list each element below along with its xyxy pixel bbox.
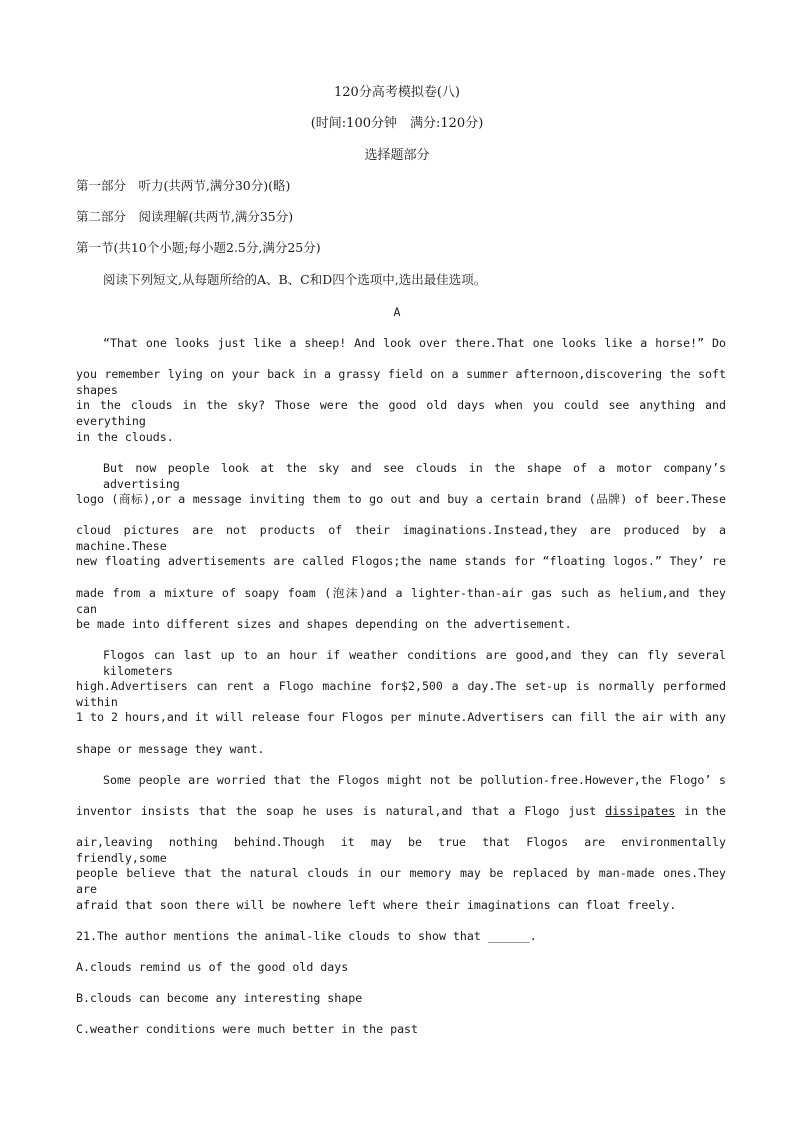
exam-title: 120分高考模拟卷(八): [334, 85, 460, 100]
paragraph-line: afraid that soon there will be nowhere left where their imaginations can float freely.: [76, 898, 677, 912]
paragraph-line: cloud pictures are not products of their imaginations.Instead,they are produced by a machine.These: [76, 523, 726, 553]
section-one-heading: 第一节(共10个小题;每小题2.5分,满分25分): [76, 240, 321, 255]
paragraph-line: in the clouds in the sky? Those were the good old days when you could see anything and everything: [76, 398, 726, 428]
paragraph-line: people believe that the natural clouds in our memory may be replaced by man-made ones.They are: [76, 866, 726, 896]
option-a: A.clouds remind us of the good old days: [76, 960, 349, 974]
paragraph-line: made from a mixture of soapy foam (泡沫)and a lighter-than-air gas such as helium,and they can: [76, 586, 726, 616]
underlined-word: dissipates: [605, 804, 676, 818]
passage-label: A: [393, 305, 401, 319]
paragraph-line: you remember lying on your back in a grassy field on a summer afternoon,discovering the soft shapes: [76, 367, 726, 397]
paragraph-line: Flogos can last up to an hour if weather conditions are good,and they can fly several kilometers: [103, 648, 726, 678]
paragraph-line: 1 to 2 hours,and it will release four Flogos per minute.Advertisers can fill the air with any: [76, 710, 726, 724]
question-stem: 21.The author mentions the animal-like clouds to show that ______.: [76, 929, 537, 943]
section-heading: 选择题部分: [364, 148, 430, 163]
paragraph-line: shape or message they want.: [76, 742, 265, 756]
paragraph-line: air,leaving nothing behind.Though it may be true that Flogos are environmentally friendly,some: [76, 835, 726, 865]
paragraph-line: But now people look at the sky and see clouds in the shape of a motor company’s advertising: [103, 461, 726, 491]
paragraph-line: in the clouds.: [76, 430, 174, 444]
part-two-heading: 第二部分 阅读理解(共两节,满分35分): [76, 209, 294, 224]
paragraph-line: be made into different sizes and shapes depending on the advertisement.: [76, 617, 572, 631]
paragraph-line: logo (商标),or a message inviting them to go out and buy a certain brand (品牌) of beer.These: [76, 492, 726, 506]
paragraph-line: high.Advertisers can rent a Flogo machine for$2,500 a day.The set-up is normally performed within: [76, 679, 726, 709]
exam-subtitle: (时间:100分钟 满分:120分): [310, 116, 484, 131]
paragraph-line: new floating advertisements are called Flogos;the name stands for “floating logos.” They’ re: [76, 554, 726, 568]
paragraph-line: “That one looks just like a sheep! And look over there.That one looks like a horse!” Do: [103, 336, 726, 350]
paragraph-text: in the: [684, 804, 726, 818]
part-one-heading: 第一部分 听力(共两节,满分30分)(略): [76, 178, 291, 193]
paragraph-line: Some people are worried that the Flogos might not be pollution-free.However,the Flogo’ s: [103, 773, 726, 787]
instruction-text: 阅读下列短文,从每题所给的A、B、C和D四个选项中,选出最佳选项。: [103, 272, 487, 287]
option-b: B.clouds can become any interesting shape: [76, 991, 363, 1005]
paragraph-text: inventor insists that the soap he uses is natural,and that a Flogo just: [76, 804, 597, 818]
option-c: C.weather conditions were much better in the past: [76, 1022, 419, 1036]
paragraph-line: [76, 803, 726, 819]
